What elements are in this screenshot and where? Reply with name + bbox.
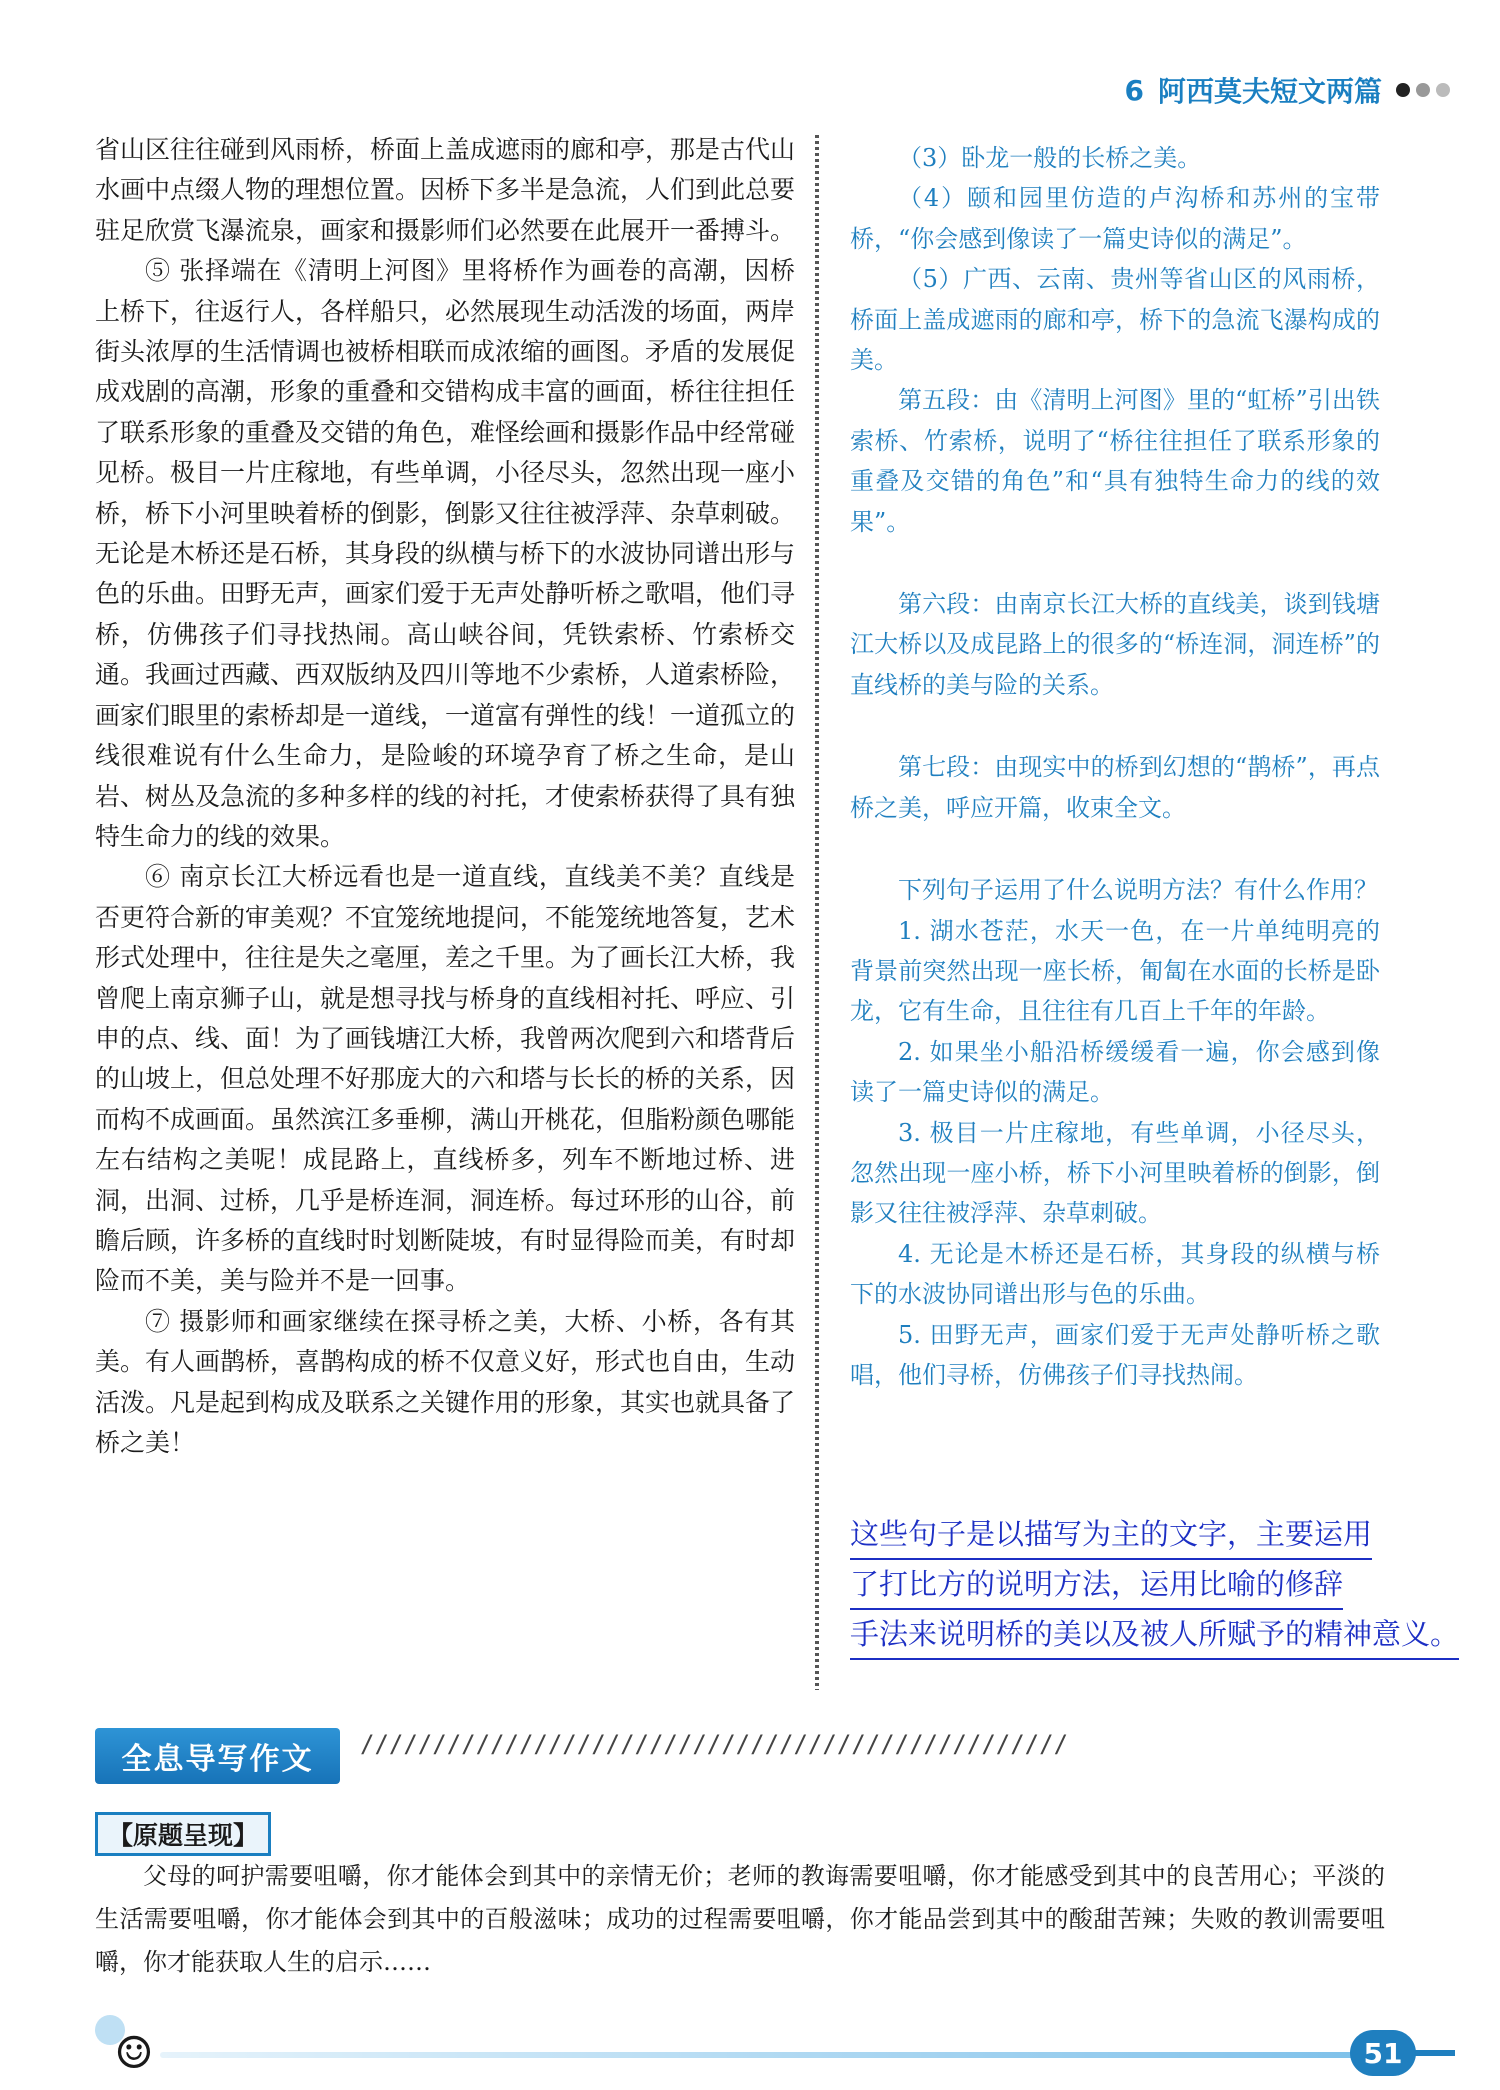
article-paragraph: ⑤ 张择端在《清明上河图》里将桥作为画卷的高潮，因桥上桥下，往返行人，各样船只，必然展现生动活泼的场面，两岸街头浓厚的生活情调也被桥相联而成浓缩的画图。矛盾的发展促成戏剧的高潮，形象的重叠和交错构成丰富的画面，桥往往担任了联系形象的重叠及交错的角色，难怪绘画和摄影作品中经常碰见桥。极目一片庄稼地，有些单调，小径尽头，忽然出现一座小桥，桥下小河里映着桥的倒影，倒影又往往被浮萍、杂草刺破。无论是木桥还是石桥，其身段的纵横与桥下的水波协同谱出形与色的乐曲。田野无声，画家们爱于无声处静听桥之歌唱，他们寻桥，仿佛孩子们寻找热闹。高山峡谷间，凭铁索桥、竹索桥交通。我画过西藏、西双版纳及四川等地不少索桥，人道索桥险，画家们眼里的索桥却是一道线，一道富有弹性的线！一道孤立的线很难说有什么生命力，是险峻的环境孕育了桥之生命，是山岩、树丛及急流的多种多样的线的衬托，才使索桥获得了具有独特生命力的线的效果。 — [95, 256, 796, 851]
note-item: 第六段：由南京长江大桥的直线美，谈到钱塘江大桥以及成昆路上的很多的“桥连洞，洞连桥”的直线桥的美与险的关系。 — [850, 590, 1380, 699]
question-prompt: 下列句子运用了什么说明方法？有什么作用？ — [898, 876, 1378, 905]
decorative-slashes: ///////////////////////////////////////////////// — [360, 1730, 1069, 1758]
chapter-title: 阿西莫夫短文两篇 — [1157, 75, 1382, 108]
answer-line: 了打比方的说明方法，运用比喻的修辞 — [850, 1560, 1343, 1610]
note-item: 第七段：由现实中的桥到幻想的“鹊桥”，再点桥之美，呼应开篇，收束全文。 — [850, 753, 1380, 822]
analysis-notes — [850, 138, 1380, 1395]
footer-line — [160, 2052, 1360, 2058]
note-item: （4）颐和园里仿造的卢沟桥和苏州的宝带桥，“你会感到像读了一篇史诗似的满足”。 — [850, 184, 1380, 253]
prompt-text — [95, 1855, 1385, 1984]
question-sentence: 3. 极目一片庄稼地，有些单调，小径尽头，忽然出现一座小桥，桥下小河里映着桥的倒影，倒影又往往被浮萍、杂草刺破。 — [850, 1118, 1380, 1228]
article-paragraph: 省山区往往碰到风雨桥，桥面上盖成遮雨的廊和亭，那是古代山水画中点缀人物的理想位置。因桥下多半是急流，人们到此总要驻足欣赏飞瀑流泉，画家和摄影师们必然要在此展开一番搏斗。 — [95, 135, 796, 245]
chapter-header — [1125, 70, 1451, 110]
smiley-icon: ☺ — [114, 2028, 154, 2079]
decorative-dots — [1396, 83, 1450, 97]
dot-icon — [1416, 83, 1430, 97]
answer-line: 这些句子是以描写为主的文字，主要运用 — [850, 1510, 1372, 1560]
dot-icon — [1396, 83, 1410, 97]
page-number: 51 — [1350, 2030, 1416, 2076]
question-sentence: 2. 如果坐小船沿桥缓缓看一遍，你会感到像读了一篇史诗似的满足。 — [850, 1037, 1380, 1107]
prompt-paragraph: 父母的呵护需要咀嚼，你才能体会到其中的亲情无价；老师的教诲需要咀嚼，你才能感受到其中的良苦用心；平淡的生活需要咀嚼，你才能体会到其中的百般滋味；成功的过程需要咀嚼，你才能品尝到其中的酸甜苦辣；失败的教训需要咀嚼，你才能获取人生的启示…… — [95, 1862, 1385, 1976]
note-item: （3）卧龙一般的长桥之美。 — [898, 144, 1202, 172]
column-divider — [815, 135, 819, 1690]
answer-line: 手法来说明桥的美以及被人所赋予的精神意义。 — [850, 1610, 1459, 1660]
note-item: （5）广西、云南、贵州等省山区的风雨桥，桥面上盖成遮雨的廊和亭，桥下的急流飞瀑构成的美。 — [850, 265, 1380, 375]
handwritten-answer — [850, 1510, 1480, 1660]
chapter-number: 6 — [1124, 73, 1144, 107]
section-tag: 【原题呈现】 — [95, 1812, 271, 1856]
question-sentence: 4. 无论是木桥还是石桥，其身段的纵横与桥下的水波协同谱出形与色的乐曲。 — [850, 1239, 1380, 1309]
note-item: 第五段：由《清明上河图》里的“虹桥”引出铁索桥、竹索桥，说明了“桥往往担任了联系形象的重叠及交错的角色”和“具有独特生命力的线的效果”。 — [850, 386, 1380, 536]
dot-icon — [1436, 83, 1450, 97]
question-sentence: 1. 湖水苍茫，水天一色，在一片单纯明亮的背景前突然出现一座长桥，匍匐在水面的长桥是卧龙，它有生命，且往往有几百上千年的年龄。 — [850, 916, 1380, 1026]
page-number-tail — [1410, 2050, 1455, 2056]
question-sentence: 5. 田野无声，画家们爱于无声处静听桥之歌唱，他们寻桥，仿佛孩子们寻找热闹。 — [850, 1320, 1380, 1389]
section-banner: 全息导写作文 — [95, 1728, 340, 1784]
article-paragraph: ⑦ 摄影师和画家继续在探寻桥之美，大桥、小桥，各有其美。有人画鹊桥，喜鹊构成的桥不仅意义好，形式也自由，生动活泼。凡是起到构成及联系之关键作用的形象，其实也就具备了桥之美！ — [95, 1306, 796, 1457]
main-article — [95, 130, 795, 1463]
article-paragraph: ⑥ 南京长江大桥远看也是一道直线，直线美不美？直线是否更符合新的审美观？不宜笼统地提问，不能笼统地答复，艺术形式处理中，往往是失之毫厘，差之千里。为了画长江大桥，我曾爬上南京狮子山，就是想寻找与桥身的直线相衬托、呼应、引申的点、线、面！为了画钱塘江大桥，我曾两次爬到六和塔背后的山坡上，但总处理不好那庞大的六和塔与长长的桥的关系，因而构不成画面。虽然滨江多垂柳，满山开桃花，但脂粉颜色哪能左右结构之美呢！成昆路上，直线桥多，列车不断地过桥、进洞，出洞、过桥，几乎是桥连洞，洞连桥。每过环形的山谷，前瞻后顾，许多桥的直线时时划断陡坡，有时显得险而美，有时却险而不美，美与险并不是一回事。 — [95, 862, 796, 1296]
